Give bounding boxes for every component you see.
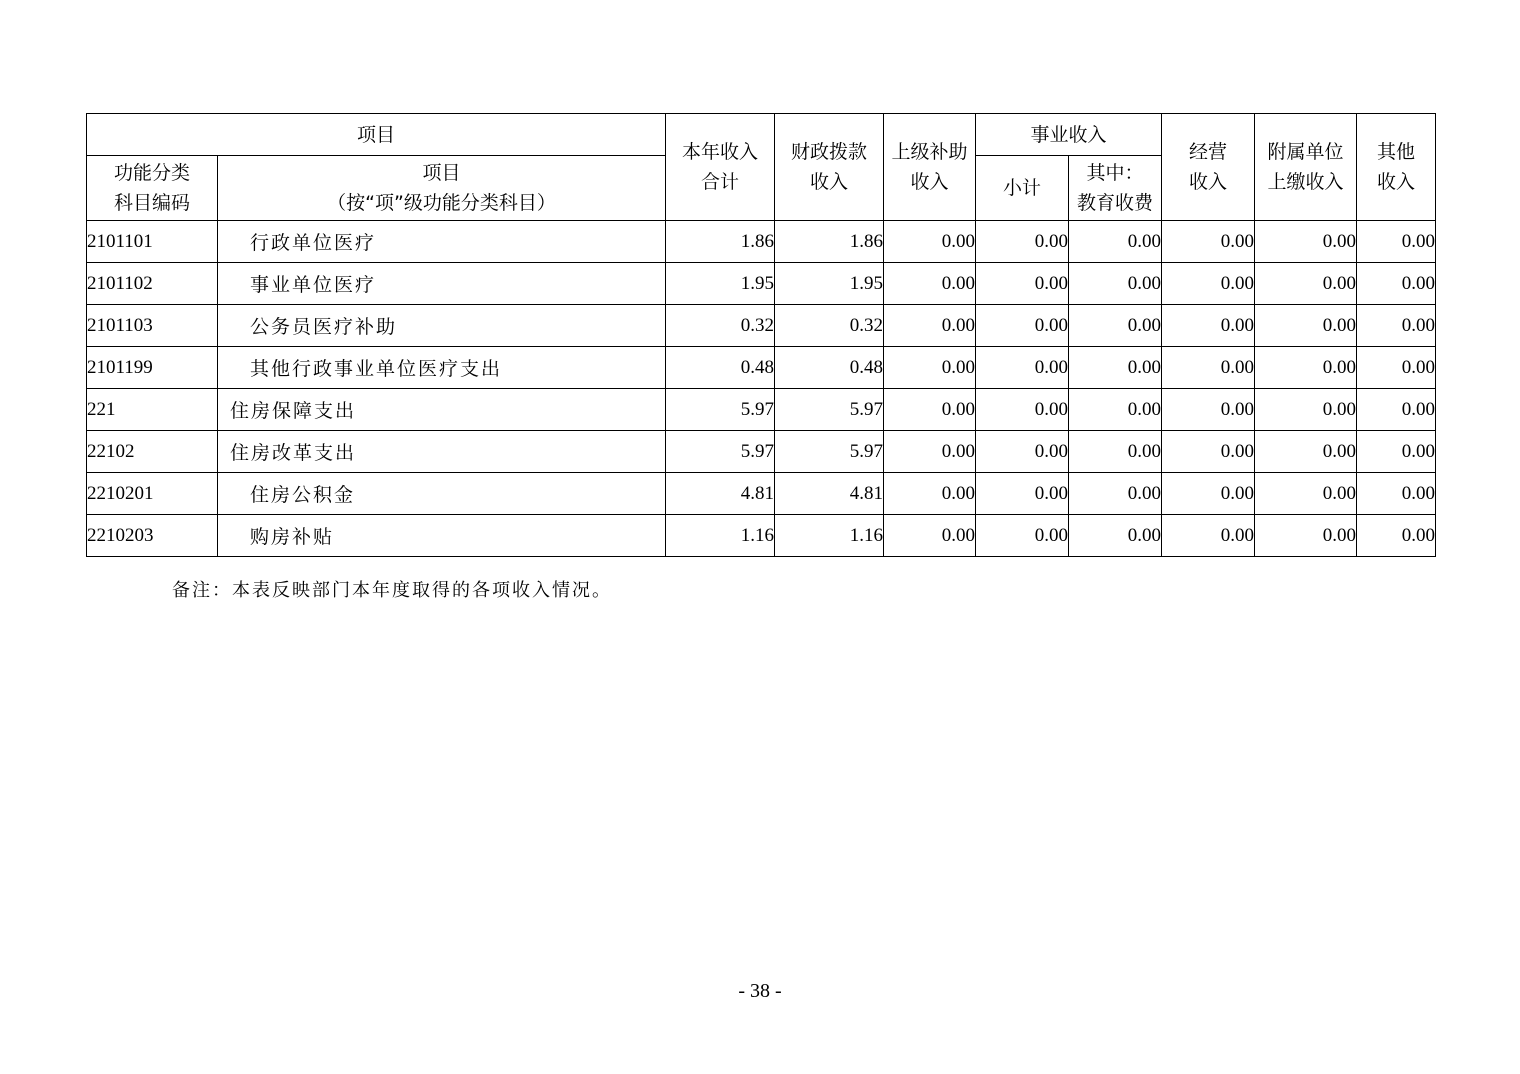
cell-operating: 0.00 <box>1162 389 1255 431</box>
header-other: 其他 收入 <box>1357 114 1436 221</box>
cell-affiliated: 0.00 <box>1255 305 1357 347</box>
cell-total: 1.16 <box>666 515 775 557</box>
cell-business-subtotal: 0.00 <box>976 305 1069 347</box>
table-row <box>87 221 1436 263</box>
table-row <box>87 515 1436 557</box>
cell-fiscal: 1.16 <box>775 515 884 557</box>
cell-code: 2101102 <box>87 263 218 305</box>
table-note: 备注：本表反映部门本年度取得的各项收入情况。 <box>172 580 612 601</box>
cell-operating: 0.00 <box>1162 431 1255 473</box>
cell-name: 住房公积金 <box>218 473 666 515</box>
cell-code: 221 <box>87 389 218 431</box>
cell-superior: 0.00 <box>884 263 976 305</box>
cell-operating: 0.00 <box>1162 305 1255 347</box>
header-business-edu: 其中： 教育收费 <box>1069 156 1162 221</box>
cell-name: 住房改革支出 <box>218 431 666 473</box>
header-fiscal: 财政拨款 收入 <box>775 114 884 221</box>
cell-superior: 0.00 <box>884 389 976 431</box>
cell-business-edu: 0.00 <box>1069 221 1162 263</box>
cell-business-edu: 0.00 <box>1069 431 1162 473</box>
table-header <box>87 114 1436 221</box>
cell-code: 2101103 <box>87 305 218 347</box>
cell-fiscal: 0.48 <box>775 347 884 389</box>
cell-superior: 0.00 <box>884 431 976 473</box>
cell-superior: 0.00 <box>884 221 976 263</box>
header-name: 项目 （按“项”级功能分类科目） <box>218 156 666 221</box>
cell-superior: 0.00 <box>884 473 976 515</box>
cell-other: 0.00 <box>1357 347 1436 389</box>
cell-name: 其他行政事业单位医疗支出 <box>218 347 666 389</box>
cell-affiliated: 0.00 <box>1255 263 1357 305</box>
cell-code: 2210201 <box>87 473 218 515</box>
table-row <box>87 305 1436 347</box>
cell-business-edu: 0.00 <box>1069 515 1162 557</box>
header-item-group: 项目 <box>87 114 666 156</box>
header-affiliated: 附属单位 上缴收入 <box>1255 114 1357 221</box>
cell-business-edu: 0.00 <box>1069 347 1162 389</box>
cell-affiliated: 0.00 <box>1255 473 1357 515</box>
cell-fiscal: 0.32 <box>775 305 884 347</box>
cell-fiscal: 1.95 <box>775 263 884 305</box>
cell-operating: 0.00 <box>1162 221 1255 263</box>
cell-affiliated: 0.00 <box>1255 221 1357 263</box>
cell-fiscal: 1.86 <box>775 221 884 263</box>
cell-total: 5.97 <box>666 431 775 473</box>
table-row <box>87 389 1436 431</box>
cell-other: 0.00 <box>1357 305 1436 347</box>
income-table <box>86 113 1436 557</box>
cell-affiliated: 0.00 <box>1255 389 1357 431</box>
cell-fiscal: 4.81 <box>775 473 884 515</box>
page-number: - 38 - <box>738 980 782 1002</box>
cell-other: 0.00 <box>1357 389 1436 431</box>
cell-total: 1.86 <box>666 221 775 263</box>
table-row <box>87 473 1436 515</box>
table-body <box>87 221 1436 557</box>
cell-business-edu: 0.00 <box>1069 389 1162 431</box>
cell-business-subtotal: 0.00 <box>976 347 1069 389</box>
cell-business-edu: 0.00 <box>1069 473 1162 515</box>
cell-total: 1.95 <box>666 263 775 305</box>
header-code: 功能分类 科目编码 <box>87 156 218 221</box>
cell-business-subtotal: 0.00 <box>976 221 1069 263</box>
cell-affiliated: 0.00 <box>1255 431 1357 473</box>
cell-fiscal: 5.97 <box>775 431 884 473</box>
cell-business-edu: 0.00 <box>1069 305 1162 347</box>
cell-business-subtotal: 0.00 <box>976 389 1069 431</box>
header-business-group: 事业收入 <box>976 114 1162 156</box>
header-total: 本年收入 合计 <box>666 114 775 221</box>
cell-fiscal: 5.97 <box>775 389 884 431</box>
cell-business-subtotal: 0.00 <box>976 473 1069 515</box>
cell-business-edu: 0.00 <box>1069 263 1162 305</box>
cell-superior: 0.00 <box>884 515 976 557</box>
cell-other: 0.00 <box>1357 431 1436 473</box>
cell-total: 5.97 <box>666 389 775 431</box>
table-row <box>87 347 1436 389</box>
cell-code: 2210203 <box>87 515 218 557</box>
cell-business-subtotal: 0.00 <box>976 515 1069 557</box>
cell-operating: 0.00 <box>1162 263 1255 305</box>
cell-affiliated: 0.00 <box>1255 347 1357 389</box>
cell-affiliated: 0.00 <box>1255 515 1357 557</box>
cell-operating: 0.00 <box>1162 347 1255 389</box>
cell-other: 0.00 <box>1357 515 1436 557</box>
cell-other: 0.00 <box>1357 473 1436 515</box>
cell-name: 购房补贴 <box>218 515 666 557</box>
cell-name: 行政单位医疗 <box>218 221 666 263</box>
cell-business-subtotal: 0.00 <box>976 431 1069 473</box>
cell-other: 0.00 <box>1357 221 1436 263</box>
cell-name: 公务员医疗补助 <box>218 305 666 347</box>
header-business-subtotal: 小计 <box>976 156 1069 221</box>
cell-name: 住房保障支出 <box>218 389 666 431</box>
cell-name: 事业单位医疗 <box>218 263 666 305</box>
cell-operating: 0.00 <box>1162 515 1255 557</box>
cell-superior: 0.00 <box>884 305 976 347</box>
table-row <box>87 263 1436 305</box>
cell-code: 2101199 <box>87 347 218 389</box>
header-superior: 上级补助 收入 <box>884 114 976 221</box>
cell-business-subtotal: 0.00 <box>976 263 1069 305</box>
cell-total: 4.81 <box>666 473 775 515</box>
table-row <box>87 431 1436 473</box>
header-operating: 经营 收入 <box>1162 114 1255 221</box>
cell-other: 0.00 <box>1357 263 1436 305</box>
cell-total: 0.32 <box>666 305 775 347</box>
cell-code: 2101101 <box>87 221 218 263</box>
cell-code: 22102 <box>87 431 218 473</box>
cell-operating: 0.00 <box>1162 473 1255 515</box>
cell-total: 0.48 <box>666 347 775 389</box>
cell-superior: 0.00 <box>884 347 976 389</box>
